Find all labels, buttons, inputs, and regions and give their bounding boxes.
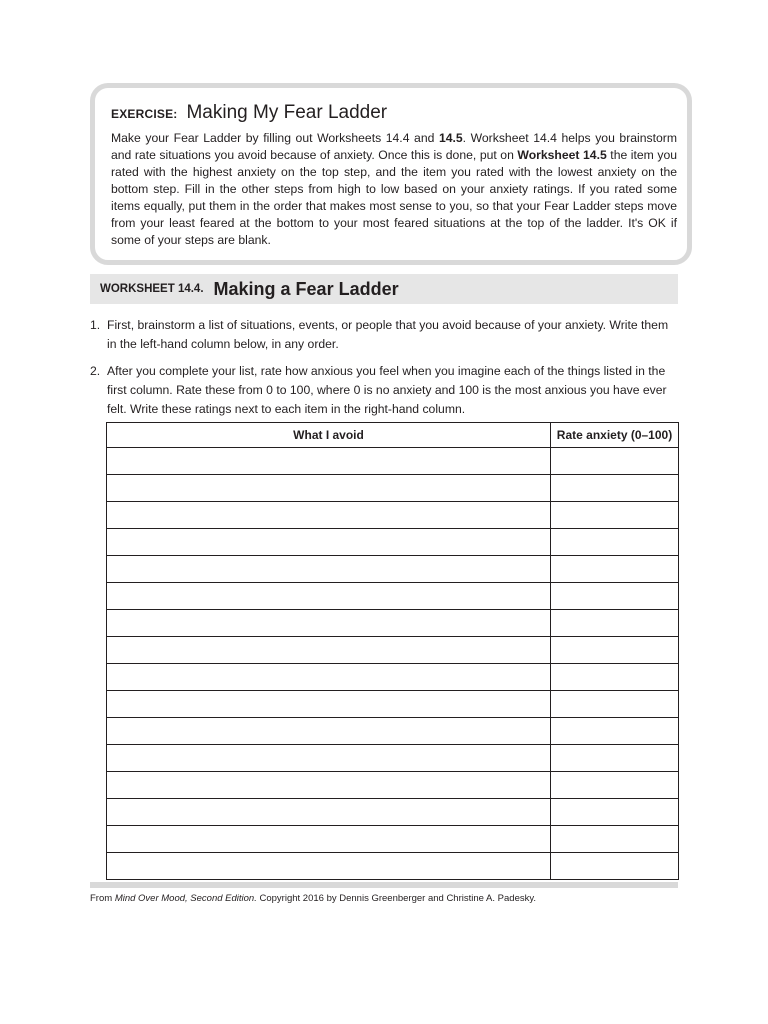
rating-cell[interactable]	[551, 637, 679, 664]
worksheet-label: WORKSHEET 14.4.	[100, 283, 204, 295]
table-row	[107, 502, 679, 529]
avoid-cell[interactable]	[107, 502, 551, 529]
footer-rule	[90, 882, 678, 888]
avoid-cell[interactable]	[107, 637, 551, 664]
instruction-number: 1.	[90, 318, 101, 332]
copyright-footer: From Mind Over Mood, Second Edition. Copyright 2016 by Dennis Greenberger and Christine A. Padesky.	[90, 893, 537, 904]
rating-cell[interactable]	[551, 826, 679, 853]
table-row	[107, 637, 679, 664]
rate-anxiety-header: Rate anxiety (0–100)	[551, 423, 679, 448]
table-row	[107, 529, 679, 556]
table-row	[107, 772, 679, 799]
rating-cell[interactable]	[551, 583, 679, 610]
avoid-cell[interactable]	[107, 556, 551, 583]
rating-cell[interactable]	[551, 799, 679, 826]
table-row	[107, 691, 679, 718]
avoid-cell[interactable]	[107, 610, 551, 637]
avoid-cell[interactable]	[107, 745, 551, 772]
rating-cell[interactable]	[551, 691, 679, 718]
rating-cell[interactable]	[551, 610, 679, 637]
table-body	[107, 448, 679, 880]
table-row	[107, 799, 679, 826]
table-row	[107, 745, 679, 772]
worksheet-header	[90, 274, 678, 304]
rating-cell[interactable]	[551, 772, 679, 799]
table-row	[107, 556, 679, 583]
rating-cell[interactable]	[551, 475, 679, 502]
instruction-item	[90, 362, 680, 419]
rating-cell[interactable]	[551, 556, 679, 583]
table-row	[107, 853, 679, 880]
table-row	[107, 718, 679, 745]
table-row	[107, 583, 679, 610]
exercise-box	[90, 83, 692, 265]
rating-cell[interactable]	[551, 718, 679, 745]
exercise-header	[111, 102, 677, 124]
rating-cell[interactable]	[551, 448, 679, 475]
instructions-list	[90, 316, 680, 427]
avoid-cell[interactable]	[107, 664, 551, 691]
exercise-title: Making My Fear Ladder	[186, 102, 388, 123]
avoid-cell[interactable]	[107, 691, 551, 718]
avoid-cell[interactable]	[107, 718, 551, 745]
avoid-cell[interactable]	[107, 799, 551, 826]
table-row	[107, 610, 679, 637]
exercise-label: EXERCISE:	[111, 107, 178, 121]
table-row	[107, 664, 679, 691]
avoid-cell[interactable]	[107, 853, 551, 880]
avoid-cell[interactable]	[107, 529, 551, 556]
rating-cell[interactable]	[551, 853, 679, 880]
instruction-text: After you complete your list, rate how anxious you feel when you imagine each of the things listed in the first column. Rate these from 0 to 100, where 0 is no anxiety and 100 is the most anxious you have ever felt. Write these ratings next to each item in the right-hand column.	[107, 364, 667, 416]
worksheet-title: Making a Fear Ladder	[213, 278, 399, 299]
table-row	[107, 448, 679, 475]
instruction-item	[90, 316, 680, 354]
avoid-cell[interactable]	[107, 772, 551, 799]
instruction-number: 2.	[90, 364, 101, 378]
avoid-cell[interactable]	[107, 826, 551, 853]
exercise-text: Make your Fear Ladder by filling out Worksheets 14.4 and 14.5. Worksheet 14.4 helps you brainstorm and rate situations you avoid because of anxiety. Once this is done, put on Worksheet 14.5 the item you rated with the highest anxiety on the top step, and the item you rated with the lowest anxiety on the bottom step. Fill in the other steps from high to low based on your anxiety ratings. If you rated some items equally, put them in the order that makes most sense to you, so that your Fear Ladder steps move from your least feared at the bottom to your most feared situations at the top of the ladder. It's OK if some of your steps are blank.	[111, 131, 678, 247]
avoid-cell[interactable]	[107, 475, 551, 502]
rating-cell[interactable]	[551, 745, 679, 772]
rating-cell[interactable]	[551, 664, 679, 691]
instruction-text: First, brainstorm a list of situations, events, or people that you avoid because of your anxiety. Write them in the left-hand column below, in any order.	[107, 318, 669, 351]
avoid-cell[interactable]	[107, 448, 551, 475]
rating-cell[interactable]	[551, 529, 679, 556]
avoid-cell[interactable]	[107, 583, 551, 610]
rating-cell[interactable]	[551, 502, 679, 529]
what-i-avoid-header: What I avoid	[107, 423, 551, 448]
table-row	[107, 475, 679, 502]
table-row	[107, 826, 679, 853]
table-header-row	[107, 423, 679, 448]
avoid-table	[106, 422, 679, 880]
